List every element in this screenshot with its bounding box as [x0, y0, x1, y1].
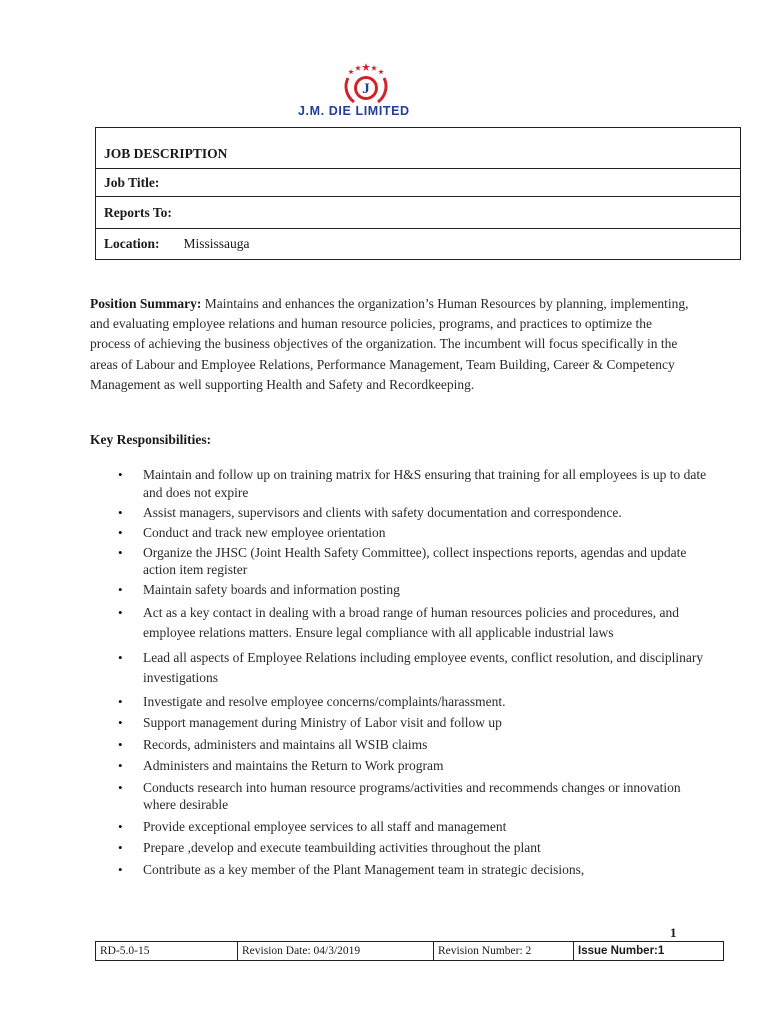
position-summary-text: Maintains and enhances the organization’s Human Resources by planning, implementing, and evaluating employee relations and human resource policies, programs, and practices to optimize the process of achieving the business objectives of the organization. The incumbent will focus specifically in the areas of Labour and Employee Relations, Performance Management, Team Building, Career & Competency Management as well supporting Health and Safety and Recordkeeping. [90, 296, 689, 392]
page-number: 1 [670, 925, 677, 940]
revision-number: Revision Number: 2 [434, 942, 574, 960]
location-label: Location: [104, 236, 160, 251]
list-item: • Assist managers, supervisors and clients with safety documentation and correspondence. [90, 504, 710, 522]
list-item: • Prepare ,develop and execute teambuilding activities throughout the plant [90, 839, 710, 857]
position-summary-label: Position Summary: [90, 296, 202, 311]
list-item: • Conduct and track new employee orientation [90, 524, 710, 542]
list-item: • Records, administers and maintains all WSIB claims [90, 736, 710, 754]
list-item: • Organize the JHSC (Joint Health Safety Committee), collect inspections reports, agendas and update action item register [90, 544, 710, 579]
document-footer [95, 941, 724, 961]
doc-code: RD-5.0-15 [96, 942, 238, 960]
list-item: • Support management during Ministry of Labor visit and follow up [90, 714, 710, 732]
company-logo [0, 62, 768, 122]
list-item: • Act as a key contact in dealing with a broad range of human resources policies and procedures, and employee relations matters. Ensure legal compliance with all applicable industrial laws [90, 603, 710, 644]
location-row [96, 229, 740, 259]
position-summary [90, 294, 690, 395]
list-item: • Maintain safety boards and information posting [90, 581, 710, 599]
logo-letter: J [362, 81, 370, 97]
company-name: J.M. DIE LIMITED [298, 104, 410, 118]
reports-to-label: Reports To: [96, 197, 740, 229]
list-item: • Maintain and follow up on training matrix for H&S ensuring that training for all employees is up to date and does not expire [90, 466, 710, 501]
list-item: • Provide exceptional employee services to all staff and management [90, 818, 710, 836]
revision-date: Revision Date: 04/3/2019 [238, 942, 434, 960]
list-item: • Contribute as a key member of the Plant Management team in strategic decisions, [90, 861, 710, 879]
key-responsibilities-title: Key Responsibilities: [90, 432, 212, 447]
location-value: Mississauga [183, 236, 250, 251]
list-item: • Lead all aspects of Employee Relations including employee events, conflict resolution, and disciplinary investigations [90, 648, 710, 689]
job-description-title: JOB DESCRIPTION [96, 128, 740, 169]
company-emblem-icon [340, 62, 392, 106]
list-item: • Investigate and resolve employee concerns/complaints/harassment. [90, 693, 710, 711]
list-item: • Administers and maintains the Return to Work program [90, 757, 710, 775]
list-item: • Conducts research into human resource programs/activities and recommends changes or innovation where desirable [90, 779, 710, 814]
responsibilities-list [90, 466, 710, 882]
issue-number: Issue Number:1 [578, 945, 665, 957]
job-header-table [95, 127, 741, 260]
job-title-label: Job Title: [96, 169, 740, 197]
